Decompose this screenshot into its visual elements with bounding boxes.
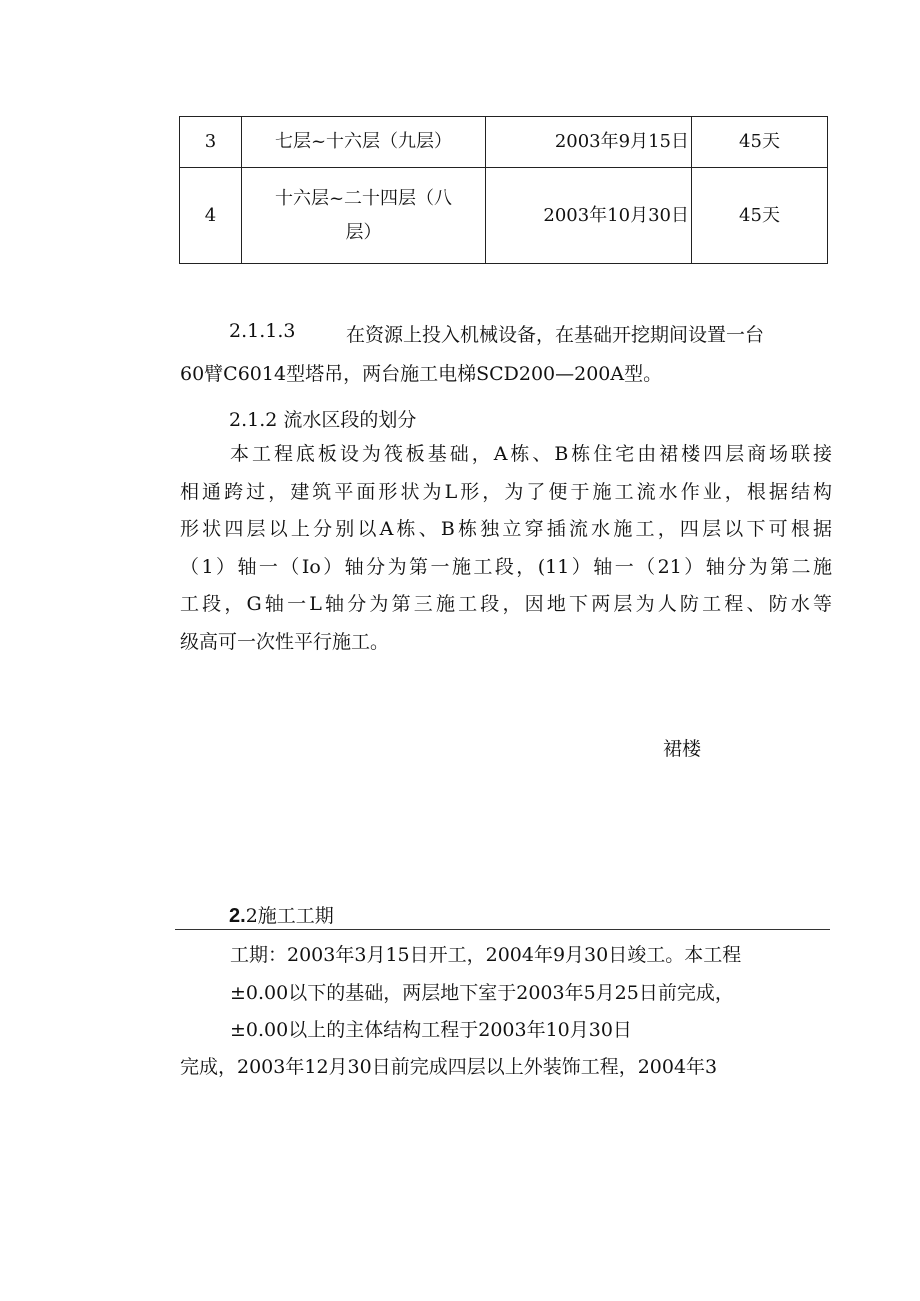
- row-number: 3: [180, 117, 242, 168]
- divider: [175, 929, 830, 930]
- floor-range: 七层~十六层（九层）: [242, 117, 486, 168]
- table-row: [180, 117, 828, 168]
- row-number: 4: [180, 168, 242, 264]
- paragraph-2113-line1: 在资源上投入机械设备，在基础开挖期间设置一台: [346, 324, 765, 346]
- paragraph-22-line1: 工期：2003年3月15日开工，2004年9月30日竣工。本工程: [230, 944, 742, 966]
- schedule-table: [179, 116, 828, 264]
- heading-22-text: 2施工工期: [245, 905, 334, 927]
- paragraph-line: 工段，G轴一L轴分为第三施工段，因地下两层为人防工程、防水等: [180, 593, 832, 615]
- duration: 45天: [692, 168, 828, 264]
- duration: 45天: [692, 117, 828, 168]
- paragraph-2113-line2: 60臂C6014型塔吊，两台施工电梯SCD200—200A型。: [180, 363, 663, 385]
- floor-range: [242, 168, 486, 264]
- paragraph-22-line4: 完成，2003年12月30日前完成四层以上外装饰工程，2004年3: [180, 1056, 718, 1078]
- label-qunlou: 裙楼: [663, 738, 702, 760]
- paragraph-line: 本工程底板设为筏板基础，A栋、B栋住宅由裙楼四层商场联接: [230, 443, 832, 465]
- paragraph-22-line2: ±0.00以下的基础，两层地下室于2003年5月25日前完成，: [230, 982, 734, 1004]
- paragraph-212: [180, 436, 832, 661]
- heading-212: 2.1.2 流水区段的划分: [229, 409, 417, 431]
- section-number-2113: 2.1.1.3: [229, 320, 296, 342]
- paragraph-line: （1）轴一（Io）轴分为第一施工段，(11）轴一（21）轴分为第二施: [180, 555, 832, 578]
- paragraph-22-line3: ±0.00以上的主体结构工程于2003年10月30日: [230, 1019, 632, 1041]
- paragraph-line: 相通跨过，建筑平面形状为L形，为了便于施工流水作业，根据结构: [180, 480, 832, 503]
- table-row: [180, 168, 828, 264]
- paragraph-line: 形状四层以上分别以A栋、B栋独立穿插流水施工，四层以下可根据: [180, 518, 832, 540]
- completion-date: 2003年9月15日: [486, 117, 692, 168]
- heading-22: [229, 901, 334, 928]
- floor-range-line1: 十六层~二十四层（八: [274, 187, 453, 209]
- completion-date: 2003年10月30日: [486, 168, 692, 264]
- floor-range-line2: 层）: [345, 221, 382, 243]
- paragraph-line: 级高可一次性平行施工。: [180, 630, 390, 653]
- heading-22-number: 2.: [229, 905, 246, 927]
